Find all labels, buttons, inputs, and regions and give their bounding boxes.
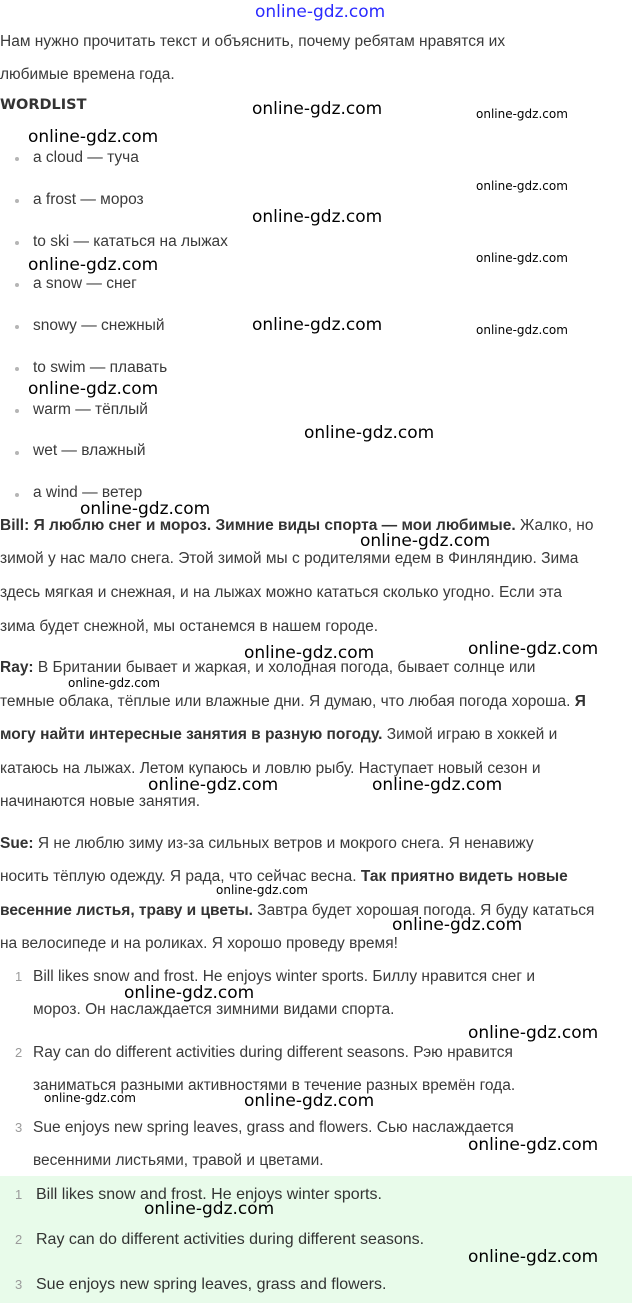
list-item: a cloud — туча (33, 149, 139, 166)
list-item: snowy — снежный (33, 317, 165, 334)
list-number: 2 (15, 1045, 23, 1060)
watermark: online-gdz.com (304, 423, 435, 443)
answer-1: Bill likes snow and frost. He enjoys winter sports. (36, 1186, 382, 1203)
watermark: online-gdz.com (28, 379, 159, 399)
intro-line-2: любимые времена года. (0, 66, 175, 83)
explanation-3-line-1: Sue enjoys new spring leaves, grass and flowers. Сью наслаждается (33, 1119, 514, 1136)
watermark: online-gdz.com (244, 643, 375, 663)
sue-bold: весенние листья, траву и цветы. (0, 902, 253, 919)
watermark: online-gdz.com (252, 207, 383, 227)
ray-text: Зимой играю в хоккей и (382, 726, 558, 743)
list-item: to swim — плавать (33, 359, 168, 376)
watermark: online-gdz.com (476, 323, 568, 337)
ray-text: темные облака, тёплые или влажные дни. Я думаю, что любая погода хороша. (0, 693, 571, 710)
watermark: online-gdz.com (252, 315, 383, 335)
explanation-3-line-2: весенними листьями, травой и цветами. (33, 1152, 324, 1169)
watermark: online-gdz.com (148, 775, 279, 795)
ray-line-2 (0, 692, 586, 712)
watermark: online-gdz.com (144, 1199, 275, 1219)
list-item: a frost — мороз (33, 191, 144, 208)
answer-3: Sue enjoys new spring leaves, grass and flowers. (36, 1276, 387, 1293)
answer-2: Ray can do different activities during different seasons. (36, 1231, 425, 1248)
speaker-bill: Bill: (0, 517, 30, 534)
watermark: online-gdz.com (476, 107, 568, 121)
watermark-link[interactable]: online-gdz.com (255, 2, 386, 22)
sue-text: носить тёплую одежду. Я рада, что сейчас весна. (0, 868, 357, 885)
watermark: online-gdz.com (44, 1091, 136, 1105)
answer-number: 2 (15, 1232, 23, 1247)
answer-number: 1 (15, 1187, 23, 1202)
bill-line-2: зимой у нас мало снега. Этой зимой мы с родителями едем в Финляндию. Зима (0, 550, 579, 567)
watermark: online-gdz.com (216, 883, 308, 897)
watermark: online-gdz.com (468, 1135, 599, 1155)
watermark: online-gdz.com (80, 499, 211, 519)
bullet-icon (15, 493, 19, 497)
sue-text: Я не люблю зиму из-за сильных ветров и мокрого снега. Я ненавижу (33, 835, 534, 852)
bill-line-4: зима будет снежной, мы останемся в нашем городе. (0, 618, 379, 635)
watermark: online-gdz.com (468, 1023, 599, 1043)
watermark: online-gdz.com (28, 255, 159, 275)
list-number: 3 (15, 1120, 23, 1135)
watermark: online-gdz.com (28, 127, 159, 147)
bullet-icon (15, 367, 19, 371)
answer-box (0, 1176, 632, 1303)
ray-line-3 (0, 725, 557, 745)
explanation-2-line-1: Ray can do different activities during different seasons. Рэю нравится (33, 1044, 513, 1061)
bullet-icon (15, 241, 19, 245)
bill-rest: Жалко, но (515, 517, 594, 534)
watermark: online-gdz.com (468, 1247, 599, 1267)
watermark: online-gdz.com (252, 99, 383, 119)
watermark: online-gdz.com (468, 639, 599, 659)
speaker-ray: Ray: (0, 659, 34, 676)
sue-line-4: на велосипеде и на роликах. Я хорошо проведу время! (0, 935, 398, 952)
list-item: a wind — ветер (33, 484, 143, 501)
watermark: online-gdz.com (476, 179, 568, 193)
ray-line-4: катаюсь на лыжах. Летом купаюсь и ловлю рыбу. Наступает новый сезон и (0, 760, 541, 777)
ray-bold: могу найти интересные занятия в разную погоду. (0, 726, 383, 743)
bill-line-3: здесь мягкая и снежная, и на лыжах можно кататься сколько угодно. Если эта (0, 584, 563, 601)
bullet-icon (15, 325, 19, 329)
bullet-icon (15, 409, 19, 413)
ray-bold: Я (570, 693, 586, 710)
watermark: online-gdz.com (392, 915, 523, 935)
sue-line-1 (0, 834, 534, 854)
sue-bold: Так приятно видеть новые (356, 868, 568, 885)
explanation-2-line-2: заниматься разными активностями в течение разных времён года. (33, 1077, 516, 1094)
sue-text: Завтра будет хорошая погода. Я буду кататься (252, 902, 595, 919)
watermark: online-gdz.com (68, 676, 160, 690)
bill-line-1 (0, 516, 593, 536)
bullet-icon (15, 283, 19, 287)
watermark: online-gdz.com (244, 1091, 375, 1111)
bullet-icon (15, 451, 19, 455)
answer-number: 3 (15, 1277, 23, 1292)
watermark: online-gdz.com (360, 531, 491, 551)
watermark: online-gdz.com (476, 251, 568, 265)
watermark: online-gdz.com (372, 775, 503, 795)
list-item: wet — влажный (33, 442, 146, 459)
bill-bold: Я люблю снег и мороз. Зимние виды спорта — мои любимые. (29, 517, 516, 534)
intro-line-1: Нам нужно прочитать текст и объяснить, почему ребятам нравятся их (0, 33, 506, 50)
bullet-icon (15, 157, 19, 161)
list-item: a snow — снег (33, 275, 137, 292)
ray-text: В Британии бывает и жаркая, и холодная погода, бывает солнце или (33, 659, 536, 676)
wordlist-title: WORDLIST (0, 97, 87, 113)
speaker-sue: Sue: (0, 835, 34, 852)
ray-line-5: начинаются новые занятия. (0, 793, 201, 810)
list-number: 1 (15, 969, 23, 984)
list-item: to ski — кататься на лыжах (33, 233, 228, 250)
explanation-1-line-2: мороз. Он наслаждается зимними видами спорта. (33, 1001, 395, 1018)
explanation-1-line-1: Bill likes snow and frost. He enjoys winter sports. Биллу нравится снег и (33, 968, 536, 985)
bullet-icon (15, 199, 19, 203)
watermark: online-gdz.com (124, 983, 255, 1003)
list-item: warm — тёплый (33, 401, 148, 418)
